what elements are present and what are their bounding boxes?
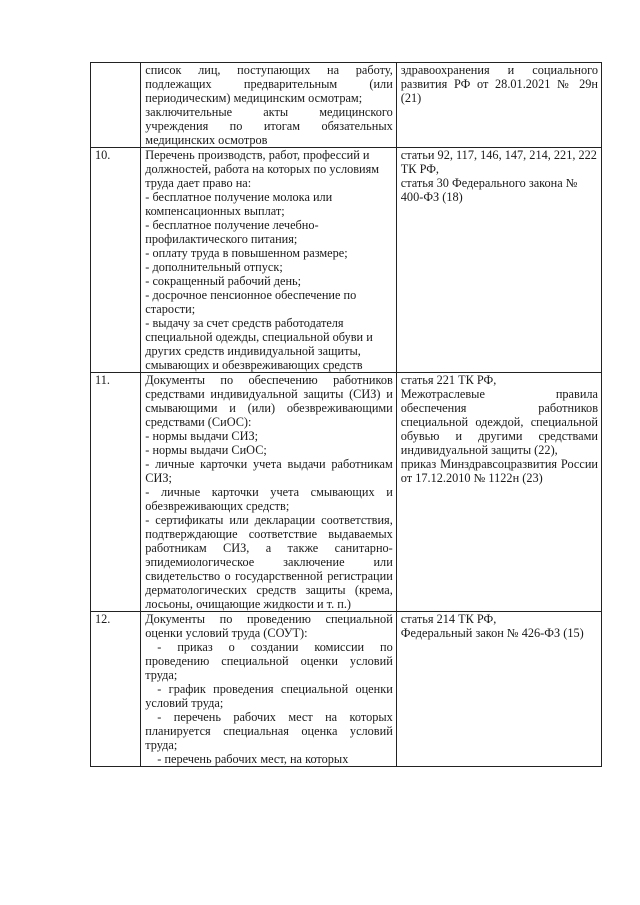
description-line: - бесплатное получение лечебно-профилактического питания; — [145, 218, 319, 246]
row-basis — [396, 373, 601, 612]
row-basis — [396, 63, 601, 148]
basis-line: Межотраслевые правила обеспечения работников специальной одеждой, специальной обувью и другими средствами индивидуальной защиты (22), — [400, 387, 598, 457]
description-line: Документы по обеспечению работников средствами индивидуальной защиты (СИЗ) и смывающими и (или) обезвреживающими средствами (СиОС): — [145, 373, 393, 429]
basis-line: статья 221 ТК РФ, — [400, 373, 497, 387]
basis-line: Федеральный закон № 426-ФЗ (15) — [400, 626, 584, 640]
document-page — [90, 62, 602, 767]
row-description — [141, 63, 397, 148]
description-line: - нормы выдачи СИЗ; — [145, 429, 259, 443]
description-line: - личные карточки учета выдачи работникам СИЗ; — [145, 457, 393, 485]
row-number — [91, 63, 141, 148]
row-description — [141, 373, 397, 612]
row-description — [141, 612, 397, 767]
description-line: - график проведения специальной оценки условий труда; — [145, 682, 393, 710]
description-line: - досрочное пенсионное обеспечение по старости; — [145, 288, 357, 316]
description-line: - личные карточки учета смывающих и обезвреживающих средств; — [145, 485, 393, 513]
description-line: - дополнительный отпуск; — [145, 260, 283, 274]
description-line: список лиц, поступающих на работу, подлежащих предварительным (или периодическим) медицинским осмотрам; — [145, 63, 393, 105]
row-number: 10. — [91, 148, 141, 373]
row-number: 12. — [91, 612, 141, 767]
row-basis — [396, 612, 601, 767]
description-line: - сертификаты или декларации соответствия, подтверждающие соответствие выдаваемых работникам СИЗ, а также санитарно-эпидемиологическое заключение или свидетельство о государственной регистрации дерматологических средств защиты (крема, лосьоны, очищающие жидкости и т. п.) — [145, 513, 393, 611]
requirements-table — [90, 62, 602, 767]
table-row — [91, 63, 602, 148]
description-line: - оплату труда в повышенном размере; — [145, 246, 348, 260]
row-number: 11. — [91, 373, 141, 612]
description-line: заключительные акты медицинского учреждения по итогам обязательных медицинских осмотров — [145, 105, 393, 147]
basis-line: статья 214 ТК РФ, — [400, 612, 497, 626]
description-line: Перечень производств, работ, профессий и должностей, работа на которых по условиям труда дает право на: — [145, 148, 380, 190]
table-row — [91, 373, 602, 612]
table-row — [91, 148, 602, 373]
row-basis — [396, 148, 601, 373]
description-line: - бесплатное получение молока или компенсационных выплат; — [145, 190, 333, 218]
description-line: - нормы выдачи СиОС; — [145, 443, 267, 457]
description-line: - перечень рабочих мест на которых планируется специальная оценка условий труда; — [145, 710, 393, 752]
basis-line: здравоохранения и социального развития РФ от 28.01.2021 № 29н (21) — [400, 63, 598, 105]
basis-line: статьи 92, 117, 146, 147, 214, 221, 222 ТК РФ, — [400, 148, 597, 176]
table-row — [91, 612, 602, 767]
description-line: - выдачу за счет средств работодателя специальной одежды, специальной обуви и других средств индивидуальной защиты, смывающих и обезвреживающих средств — [145, 316, 373, 372]
description-line: - сокращенный рабочий день; — [145, 274, 302, 288]
description-line: - приказ о создании комиссии по проведению специальной оценки условий труда; — [145, 640, 393, 682]
basis-line: статья 30 Федерального закона № 400-ФЗ (18) — [400, 176, 578, 204]
description-line: - перечень рабочих мест, на которых — [157, 752, 349, 766]
basis-line: приказ Минздравсоцразвития России от 17.12.2010 № 1122н (23) — [400, 457, 598, 485]
row-description — [141, 148, 397, 373]
description-line: Документы по проведению специальной оценки условий труда (СОУТ): — [145, 612, 393, 640]
